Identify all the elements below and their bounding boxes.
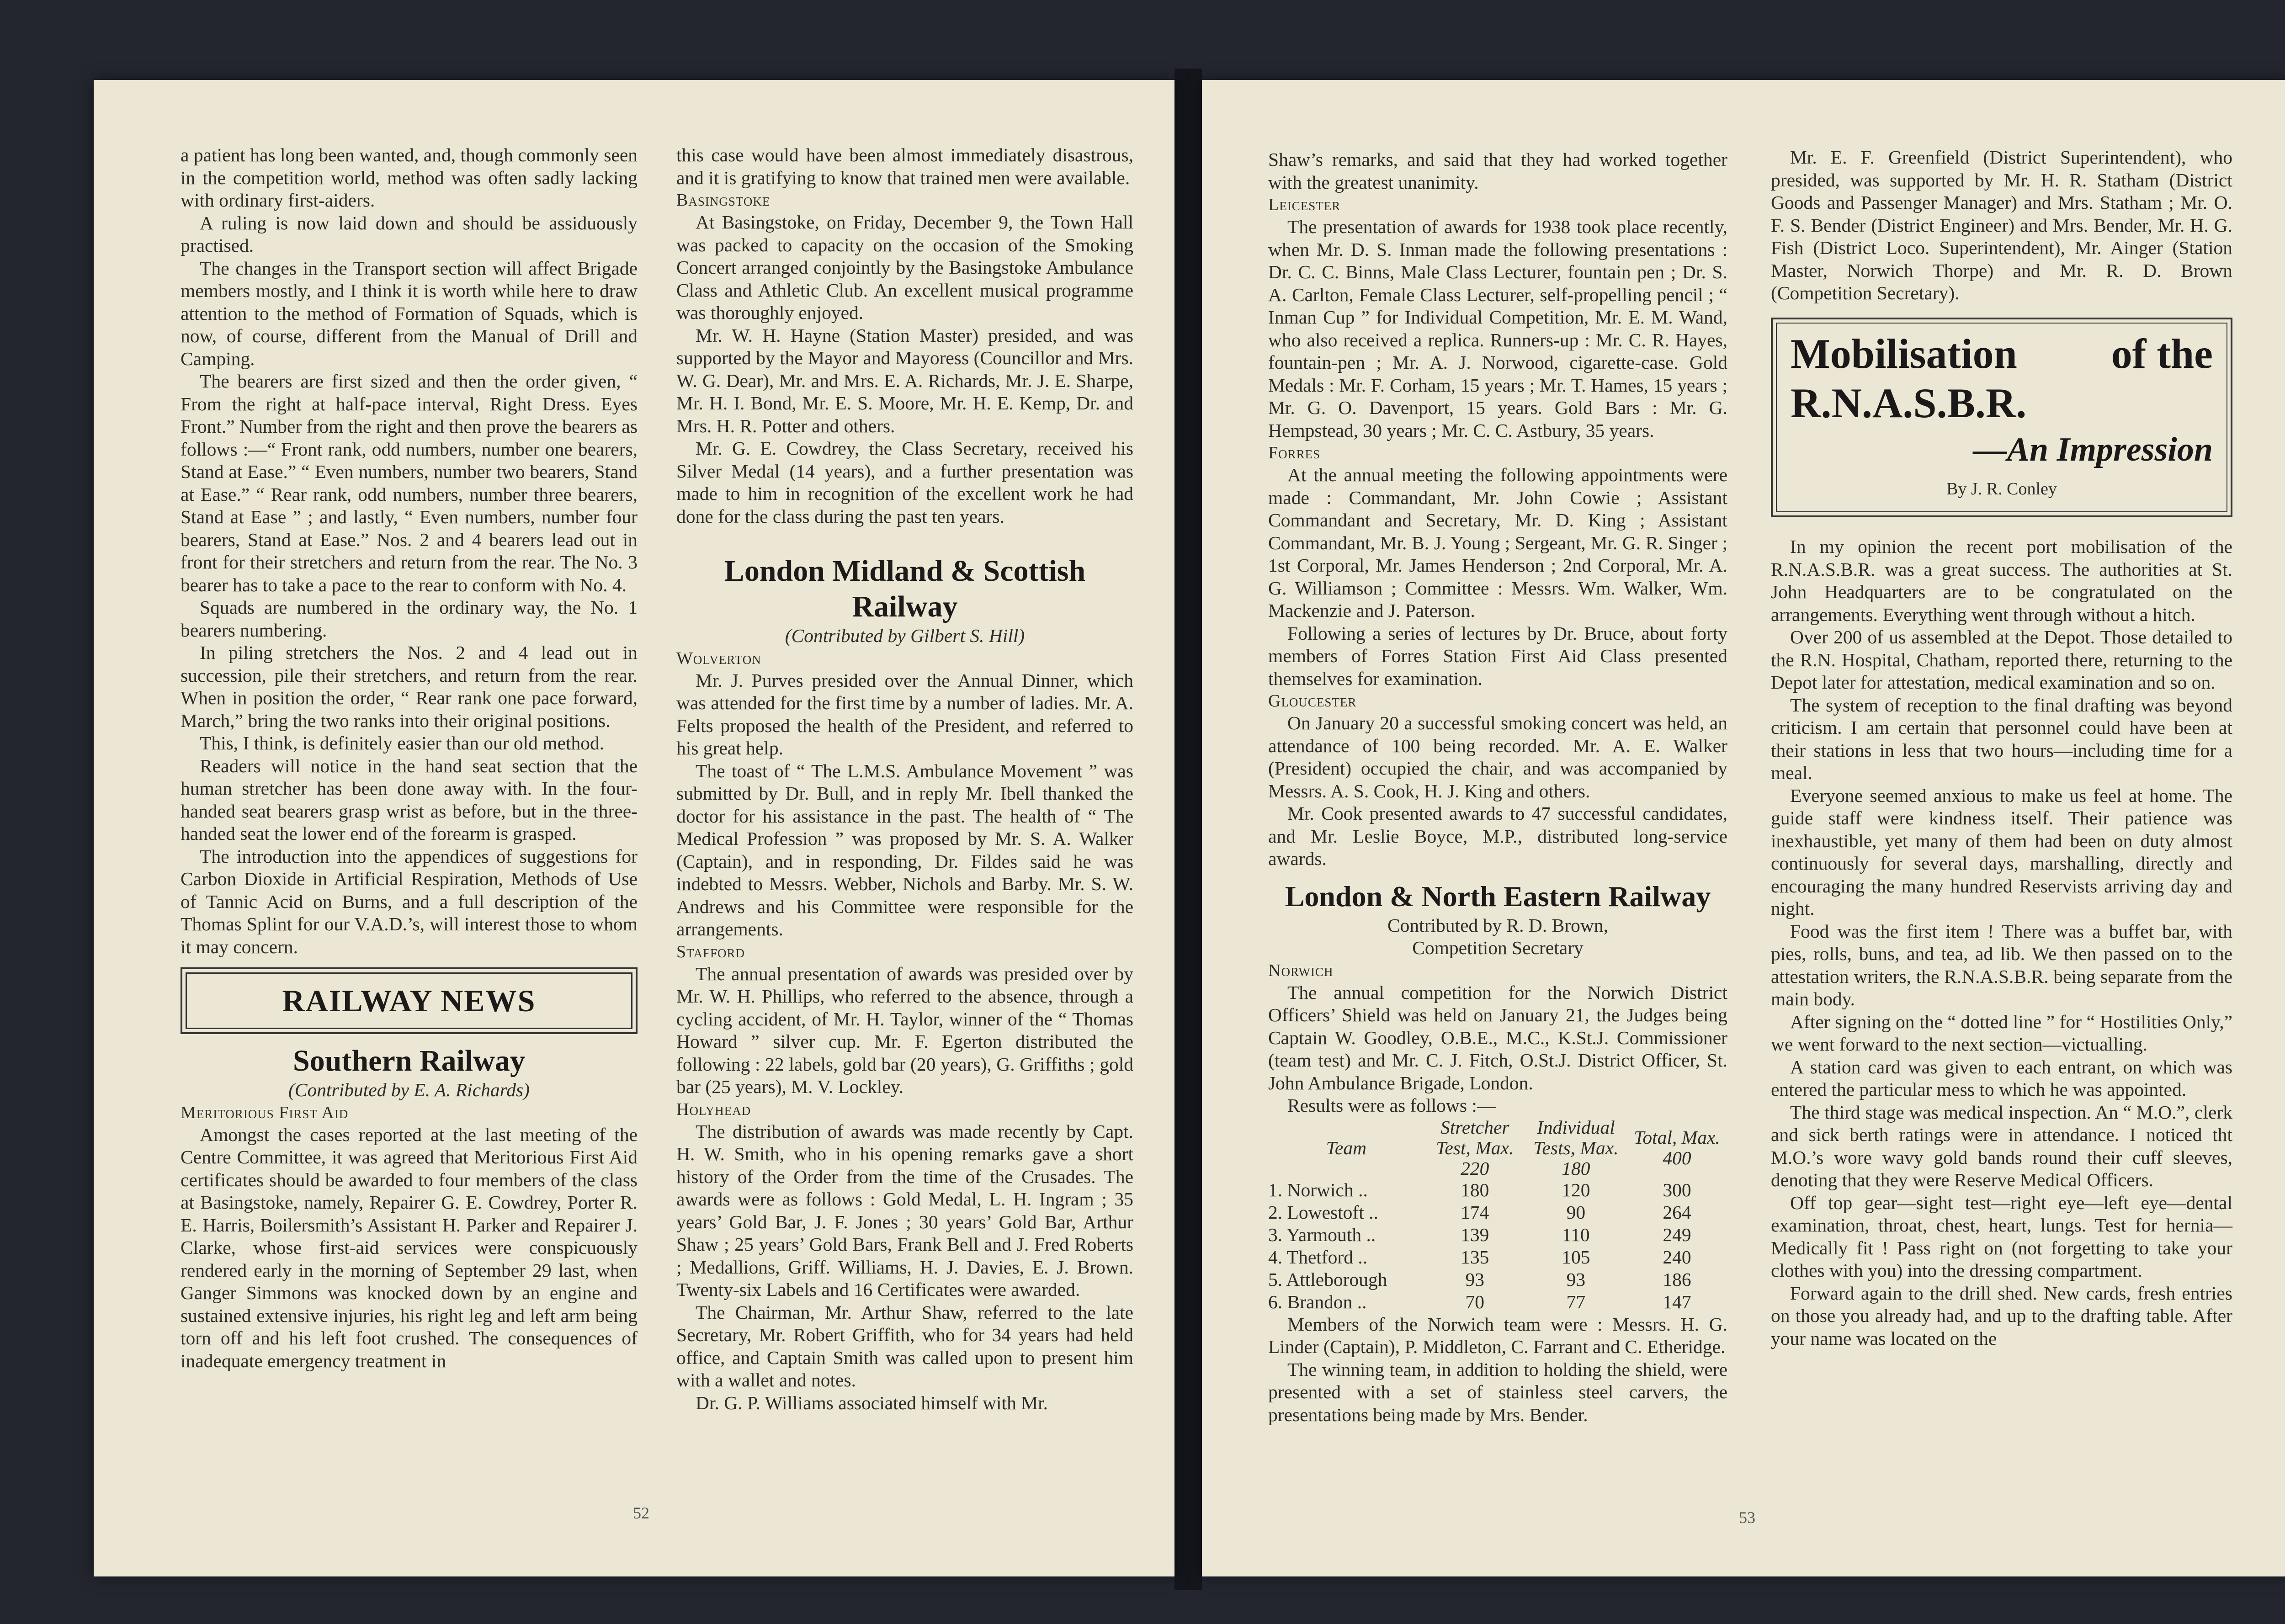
page-number-left: 52 [633,1504,649,1522]
forres-paragraph: At the annual meeting the following appointments were made : Commandant, Mr. John Cowie ; Assistant Commandant and Secretary, Mr. D. King ; Assistant Commandant, Mr. B. J. Young ; Sergeant, Mr. G. R. Singer ; 1st Corporal, Mr. James Henderson ; 2nd Corporal, Mr. A. G. Williamson ; Committee : Messrs. Wm. Walker, Wm. Mackenzie and J. Paterson. [1268,464,1727,621]
mobilisation-subtitle: —An Impression [1973,430,2213,468]
gloucester-paragraph: Mr. Cook presented awards to 47 successful candidates, and Mr. Leslie Boyce, M.P., distributed long-service awards. [1268,803,1727,869]
results-team-cell: 5. Attleborough [1268,1268,1387,1290]
railway-news-banner [181,967,638,1034]
mobilisation-paragraph: A station card was given to each entrant, on which was entered the particular mess to which he was appointed. [1771,1056,2232,1100]
results-score-cell: 77 [1566,1291,1586,1312]
mobilisation-byline: By J. R. Conley [1946,479,2057,499]
results-row [1268,1268,1727,1291]
results-team-cell: 2. Lowestoft .. [1268,1201,1378,1223]
norwich-paragraph: Results were as follows :— [1287,1095,1496,1116]
lms-railway-byline: (Contributed by Gilbert S. Hill) [785,625,1025,646]
norwich-paragraph: The winning team, in addition to holding the shield, were presented with a set of stainless steel carvers, the presentations being made by Mrs. Bender. [1268,1359,1727,1425]
southern-railway-byline: (Contributed by E. A. Richards) [288,1079,530,1100]
results-score-cell: 180 [1461,1179,1489,1200]
right-page [1202,80,2285,1576]
mobilisation-paragraph: The system of reception to the final drafting was beyond criticism. I am certain that personnel could have been at their stations in less that two hours—including time for a meal. [1771,694,2232,783]
gloucester-paragraph: On January 20 a successful smoking concert was held, an attendance of 100 being recorded. Mr. A. E. Walker (President) occupied the chair, and was accompanied by Messrs. A. S. Cook, H. J. King and others. [1268,712,1727,801]
continued-paragraph: Shaw’s remarks, and said that they had worked together with the greatest unanimity. [1268,149,1727,193]
results-body [1268,1179,1727,1313]
holyhead-paragraph: Dr. G. P. Williams associated himself with Mr. [696,1392,1048,1413]
holyhead-paragraph: The Chairman, Mr. Arthur Shaw, referred to the late Secretary, Mr. Robert Griffith, who for 34 years had held office, and Captain Smith was called upon to present him with a wallet and notes. [676,1301,1133,1390]
wolverton-paragraph: Mr. J. Purves presided over the Annual Dinner, which was attended for the first time by a number of ladies. Mr. A. Felts proposed the health of the President, and referred to his great help. [676,669,1133,759]
results-row [1268,1291,1727,1313]
norwich-subheading: Norwich [1268,961,1334,980]
railway-news-heading: RAILWAY NEWS [186,972,632,1029]
article-paragraph: Readers will notice in the hand seat section that the human stretcher has been done away with. In the four-handed seat bearers grasp wrist as before, but in the three-handed seat the lower end of the forearm is grasped. [181,755,638,844]
results-row [1268,1246,1727,1268]
results-header-team: Team [1326,1137,1367,1158]
results-score-cell: 147 [1663,1291,1691,1312]
results-row [1268,1201,1727,1224]
continued-paragraph: Mr. E. F. Greenfield (District Superintendent), who presided, was supported by Mr. H. R. Statham (District Goods and Passenger Manager) and Mrs. Statham ; Mr. O. F. S. Bender (District Engineer) and Mrs. Bender, Mr. H. G. Fish (District Loco. Superintendent), Mr. Ainger (Station Master, Norwich Thorpe) and Mr. R. D. Brown (Competition Secretary). [1771,147,2232,303]
article-paragraph: This, I think, is definitely easier than our old method. [200,732,605,754]
forres-subheading: Forres [1268,443,1321,462]
article-paragraph: In piling stretchers the Nos. 2 and 4 lead out in succession, pile their stretchers, and return from the rear. When in position the order, “ Rear rank one pace forward, March,” bring the two ranks into their original positions. [181,642,638,731]
mobilisation-text [1771,536,2232,1350]
mobilisation-paragraph: After signing on the “ dotted line ” for “ Hostilities Only,” we went forward to the next section—victualling. [1771,1011,2232,1055]
results-score-cell: 186 [1663,1268,1691,1290]
results-header-stretcher: Stretcher Test, Max. 220 [1436,1116,1514,1179]
basingstoke-paragraph: Mr. G. E. Cowdrey, the Class Secretary, received his Silver Medal (14 years), and a further presentation was made to him in recognition of the excellent work he had done for the class during the past ten years. [676,438,1133,527]
mobilisation-title-inner [1776,323,2227,513]
article-paragraph: The introduction into the appendices of suggestions for Carbon Dioxide in Artificial Respiration, Methods of Use of Tannic Acid on Burns, and a full description of the Thomas Splint for our V.A.D.’s, will interest those to whom it may concern. [181,845,638,957]
mobilisation-paragraph: In my opinion the recent port mobilisation of the R.N.A.S.B.R. was a great success. The authorities at St. John Headquarters are to be congratulated on the arrangements. Everything went through without a hitch. [1771,536,2232,625]
left-column-1 [181,144,638,1372]
right-column-1 [1268,149,1727,1426]
results-header-individual: Individual Tests, Max. 180 [1533,1116,1619,1179]
basingstoke-paragraph: At Basingstoke, on Friday, December 9, the Town Hall was packed to capacity on the occasion of the Smoking Concert arranged conjointly by the Basingstoke Ambulance Class and Athletic Club. An excellent musical programme was thoroughly enjoyed. [676,212,1133,323]
mobilisation-paragraph: Food was the first item ! There was a buffet bar, with pies, rolls, buns, and tea, ad lib. We then passed on to the attestation writers, the R.N.A.S.B.R. being separate from the main body. [1771,920,2232,1009]
article-paragraph: A ruling is now laid down and should be assiduously practised. [181,212,638,256]
results-score-cell: 93 [1465,1268,1484,1290]
results-score-cell: 139 [1461,1224,1489,1245]
forres-paragraph: Following a series of lectures by Dr. Bruce, about forty members of Forres Station First Aid Class presented themselves for examination. [1268,622,1727,689]
results-header-total: Total, Max. 400 [1634,1127,1720,1168]
basingstoke-subheading: Basingstoke [676,191,771,210]
results-table [1268,1117,1727,1313]
stafford-paragraph: The annual presentation of awards was presided over by Mr. W. H. Phillips, who referred to the absence, through a cycling accident, of Mr. H. Taylor, winner of the “ Thomas Howard ” silver cup. Mr. F. Egerton distributed the following : 22 labels, gold bar (20 years), G. Griffiths ; gold bar (25 years), M. V. Lockley. [676,963,1133,1097]
stafford-subheading: Stafford [676,942,745,961]
mobilisation-title-word: of the [2111,330,2213,377]
results-score-cell: 110 [1562,1224,1590,1245]
article-paragraph: The changes in the Transport section will affect Brigade members mostly, and I think it is worth while here to draw attention to the method of Formation of Squads, which is now, of course, different from the Manual of Drill and Camping. [181,257,638,369]
results-score-cell: 93 [1566,1268,1586,1290]
mobilisation-title-line2: R.N.A.S.B.R. [1791,379,2027,426]
article-paragraph: Squads are numbered in the ordinary way, the No. 1 bearers numbering. [181,597,638,641]
basingstoke-paragraph: Mr. W. H. Hayne (Station Master) presided, and was supported by the Mayor and Mayoress (Councillor and Mrs. W. G. Dear), Mr. and Mrs. E. A. Richards, Mr. J. E. Sharpe, Mr. H. I. Bond, Mr. E. S. Moore, Mr. H. E. Kemp, Dr. and Mrs. H. R. Potter and others. [676,324,1133,436]
results-score-cell: 249 [1663,1224,1691,1245]
results-score-cell: 120 [1562,1179,1590,1200]
leicester-paragraph: The presentation of awards for 1938 took place recently, when Mr. D. S. Inman made the following presentations : Dr. C. C. Binns, Male Class Lecturer, fountain pen ; Dr. S. A. Carlton, Female Class Lecturer, self-propelling pencil ; “ Inman Cup ” for Individual Competition, Mr. E. M. Wand, who also received a replica. Runners-up : Mr. C. R. Hayes, fountain-pen ; Mr. A. J. Norwood, cigarette-case. Gold Medals : Mr. F. Corham, 15 years ; Mr. T. Hames, 15 years ; Mr. G. O. Davenport, 15 years. Gold Bars : Mr. G. Hempstead, 30 years ; Mr. C. C. Astbury, 35 years. [1268,216,1727,441]
lner-railway-heading: London & North Eastern Railway [1285,880,1711,913]
continued-paragraph: this case would have been almost immediately disastrous, and it is gratifying to know that trained men were available. [676,144,1133,188]
results-team-cell: 4. Thetford .. [1268,1246,1368,1268]
holyhead-subheading: Holyhead [676,1099,751,1119]
mobilisation-paragraph: The third stage was medical inspection. An “ M.O.”, clerk and sick berth ratings were in attendance. I noticed tht M.O.’s wore wavy gold bands round their cuff sleeves, denoting that they were Reserve Medical Officers. [1771,1101,2232,1190]
transport-section-text [181,144,638,958]
wolverton-subheading: Wolverton [676,648,761,668]
norwich-paragraph: Members of the Norwich team were : Messrs. H. G. Linder (Captain), P. Middleton, C. Farrant and C. Etheridge. [1268,1313,1727,1357]
results-score-cell: 70 [1465,1291,1484,1312]
results-score-cell: 264 [1663,1201,1691,1223]
mobilisation-paragraph: Forward again to the drill shed. New cards, fresh entries on those you already had, and up to the drafting table. After your name was located on the [1771,1282,2232,1349]
wolverton-paragraph: The toast of “ The L.M.S. Ambulance Movement ” was submitted by Dr. Bull, and in reply Mr. Ibell thanked the doctor for his assistance in the past. The health of “ The Medical Profession ” was proposed by Mr. S. A. Walker (Captain), and in responding, Dr. Fildes said he was indebted to Messrs. Webber, Nichols and Barby. Mr. S. W. Andrews and his Committee were responsible for the arrangements. [676,760,1133,939]
results-team-cell: 1. Norwich .. [1268,1179,1368,1200]
southern-railway-paragraph: Amongst the cases reported at the last meeting of the Centre Committee, it was agreed that Meritorious First Aid certificates should be awarded to four members of the class at Basingstoke, namely, Repairer G. E. Cowdrey, Porter R. E. Harris, Boilersmith’s Assistant H. Parker and Repairer J. Clarke, whose first-aid services were conspicuously rendered early in the morning of September 29 last, when Ganger Simmons was knocked down by an engine and sustained extensive injuries, his right leg and left arm being torn off and his left foot crushed. The consequences of inadequate emergency treatment in [181,1124,638,1371]
gloucester-subheading: Gloucester [1268,691,1357,711]
norwich-paragraph: The annual competition for the Norwich District Officers’ Shield was held on January 21, the Judges being Captain W. Goodley, O.B.E., M.C., K.St.J. Commissioner (team test) and Mr. C. J. Fitch, O.St.J. District Officer, St. John Ambulance Brigade, London. [1268,982,1727,1093]
page-number-right: 53 [1739,1508,1755,1527]
results-row [1268,1179,1727,1201]
leicester-subheading: Leicester [1268,195,1341,214]
meritorious-first-aid-subheading: Meritorious First Aid [181,1103,349,1122]
results-score-cell: 90 [1566,1201,1586,1223]
book-gutter [1174,69,1202,1590]
left-column-2 [676,144,1133,1414]
article-paragraph: The bearers are first sized and then the order given, “ From the right at half-pace interval, Right Dress. Eyes Front.” Number from the right and then prove the bearers as follows :—“ Front rank, odd numbers, number one bearers, Stand at Ease.” “ Even numbers, number two bearers, Stand at Ease.” “ Rear rank, odd numbers, number three bearers, Stand at Ease ” ; and lastly, “ Even numbers, number four bearers, Stand at Ease.” Nos. 2 and 4 bearers lead out in front for their stretchers and return from the rear. The No. 3 bearer has to take a pace to the rear to conform with No. 4. [181,371,638,595]
article-paragraph: a patient has long been wanted, and, though commonly seen in the competition world, method was often sadly lacking with ordinary first-aiders. [181,144,638,211]
right-column-2 [1771,146,2232,1350]
results-row [1268,1224,1727,1246]
mobilisation-title [1791,329,2213,428]
mobilisation-title-box [1771,318,2232,518]
mobilisation-paragraph: Everyone seemed anxious to make us feel at home. The guide staff were kindness itself. Their patience was inexhaustible, yet many of them had been on duty almost continuously for several days, marshalling, directly and encouraging the many hundred Reservists arriving day and night. [1771,785,2232,919]
mobilisation-paragraph: Over 200 of us assembled at the Depot. Those detailed to the R.N. Hospital, Chatham, reported there, returning to the Depot later for attestation, medical examination and so on. [1771,626,2232,693]
results-team-cell: 6. Brandon .. [1268,1291,1367,1312]
holyhead-paragraph: The distribution of awards was made recently by Capt. H. W. Smith, who in his opening remarks gave a short history of the Order from the time of the Crusades. The awards were as follows : Gold Medal, L. H. Ingram ; 35 years’ Gold Bar, J. F. Jones ; 30 years’ Gold Bar, Arthur Shaw ; 25 years’ Gold Bars, Frank Bell and J. Fred Roberts ; Medallions, Griff. Williams, H. J. Davies, E. J. Brown. Twenty-six Labels and 16 Certificates were awarded. [676,1120,1133,1300]
results-score-cell: 300 [1663,1179,1691,1200]
mobilisation-title-word: Mobilisation [1791,330,2017,377]
results-team-cell: 3. Yarmouth .. [1268,1224,1376,1245]
lms-railway-heading: London Midland & Scottish Railway [724,554,1086,623]
lner-railway-byline: Contributed by R. D. Brown, Competition Secretary [1387,914,1608,958]
results-score-cell: 105 [1562,1246,1590,1268]
results-header-row [1268,1117,1727,1179]
results-score-cell: 240 [1663,1246,1691,1268]
southern-railway-heading: Southern Railway [293,1044,525,1077]
results-score-cell: 174 [1461,1201,1489,1223]
left-page [94,80,1174,1576]
results-score-cell: 135 [1461,1246,1489,1268]
mobilisation-paragraph: Off top gear—sight test—right eye—left eye—dental examination, throat, chest, heart, lungs. Test for hernia—Medically fit ! Pass right on (not forgetting to take your clothes with you) into the dressing compartment. [1771,1192,2232,1281]
